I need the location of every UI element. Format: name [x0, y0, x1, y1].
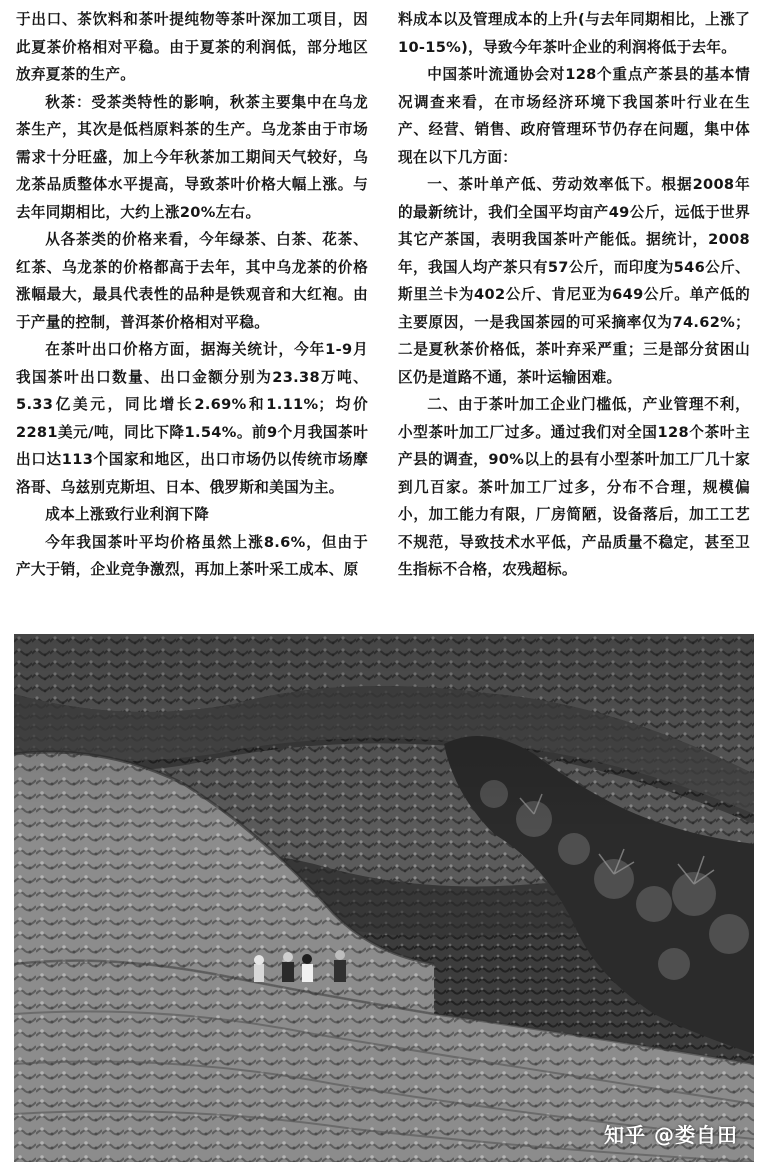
paragraph: 料成本以及管理成本的上升(与去年同期相比，上涨了10-15%)，导致今年茶叶企业的利润将低于去年。 — [398, 11, 750, 56]
right-column — [398, 6, 750, 584]
section-heading: 成本上涨致行业利润下降 — [45, 506, 210, 523]
photo-illustration — [14, 634, 754, 1162]
paragraph: 今年我国茶叶平均价格虽然上涨8.6%，但由于产大于销，企业竞争激烈，再加上茶叶采工成本、原 — [16, 533, 368, 578]
paragraph: 中国茶叶流通协会对128个重点产茶县的基本情况调查来看，在市场经济环境下我国茶叶行业在生产、经营、销售、政府管理环节仍存在问题，集中体现在以下几方面： — [398, 66, 750, 166]
article-body — [16, 6, 752, 622]
paragraph: 从各茶类的价格来看，今年绿茶、白茶、花茶、红茶、乌龙茶的价格都高于去年，其中乌龙茶的价格涨幅最大，最具代表性的品种是铁观音和大红袍。由于产量的控制，普洱茶价格相对平稳。 — [16, 231, 368, 331]
paragraph: 二、由于茶叶加工企业门槛低，产业管理不利，小型茶叶加工厂过多。通过我们对全国128个茶叶主产县的调查，90%以上的县有小型茶叶加工厂几十家到几百家。茶叶加工厂过多，分布不合理，规模偏小，加工能力有限，厂房简陋，设备落后，加工工艺不规范，导致技术水平低，产品质量不稳定，甚至卫生指标不合格，农残超标。 — [398, 396, 750, 578]
left-column — [16, 6, 368, 584]
paragraph: 在茶叶出口价格方面，据海关统计，今年1-9月我国茶叶出口数量、出口金额分别为23.38万吨、5.33亿美元，同比增长2.69%和1.11%；均价2281美元/吨，同比下降1.54%。前9个月我国茶叶出口达113个国家和地区，出口市场仍以传统市场摩洛哥、乌兹别克斯坦、日本、俄罗斯和美国为主。 — [16, 341, 368, 496]
watermark: 知乎 @娄自田 — [604, 1123, 738, 1147]
tea-plantation-photo — [14, 634, 754, 1162]
paragraph: 一、茶叶单产低、劳动效率低下。根据2008年的最新统计，我们全国平均亩产49公斤，远低于世界其它产茶国，表明我国茶叶产能低。据统计，2008年，我国人均产茶只有57公斤，而印度为546公斤、斯里兰卡为402公斤、肯尼亚为649公斤。单产低的主要原因，一是我国茶园的可采摘率仅为74.62%；二是夏秋茶价格低，茶叶弃采严重；三是部分贫困山区仍是道路不通，茶叶运输困难。 — [398, 176, 750, 386]
paragraph: 于出口、茶饮料和茶叶提纯物等茶叶深加工项目，因此夏茶价格相对平稳。由于夏茶的利润低，部分地区放弃夏茶的生产。 — [16, 11, 368, 83]
paragraph: 秋茶：受茶类特性的影响，秋茶主要集中在乌龙茶生产，其次是低档原料茶的生产。乌龙茶由于市场需求十分旺盛，加上今年秋茶加工期间天气较好，乌龙茶品质整体水平提高，导致茶叶价格大幅上涨。与去年同期相比，大约上涨20%左右。 — [16, 93, 368, 221]
